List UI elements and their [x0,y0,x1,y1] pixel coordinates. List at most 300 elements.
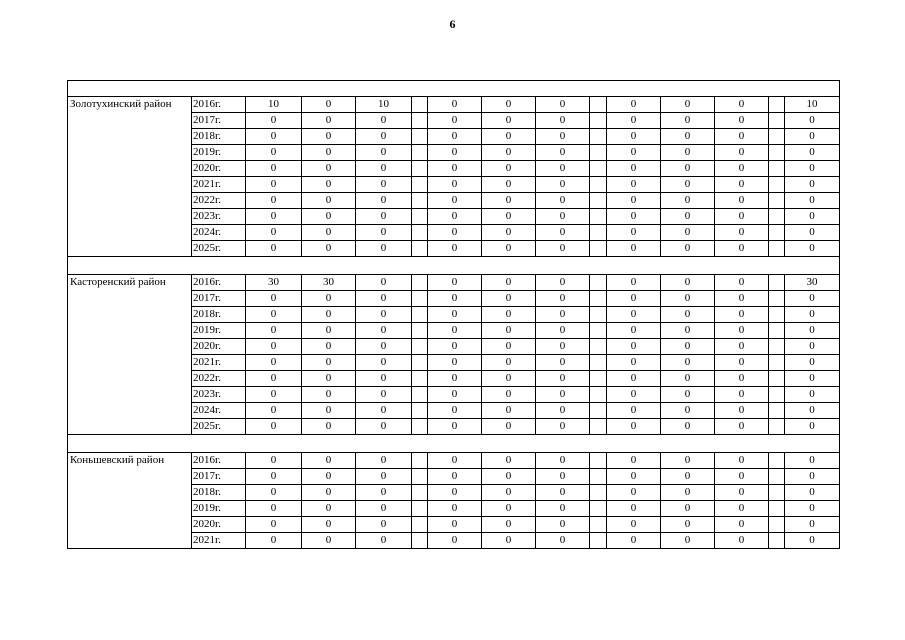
gap-cell [769,177,785,193]
value-cell: 0 [482,209,536,225]
gap-cell [590,533,607,549]
value-cell: 0 [482,113,536,129]
value-cell: 0 [607,355,661,371]
value-cell: 0 [607,307,661,323]
value-cell: 0 [607,533,661,549]
value-cell: 0 [356,453,412,469]
gap-cell [590,161,607,177]
gap-cell [412,161,428,177]
gap-cell [412,209,428,225]
year-cell: 2020г. [192,161,246,177]
value-cell: 0 [482,323,536,339]
value-cell: 0 [356,145,412,161]
value-cell: 0 [428,291,482,307]
value-cell: 0 [715,193,769,209]
gap-cell [590,291,607,307]
value-cell: 0 [785,193,840,209]
gap-cell [412,371,428,387]
gap-cell [412,193,428,209]
value-cell: 0 [536,355,590,371]
value-cell: 0 [302,533,356,549]
gap-cell [590,339,607,355]
section-separator [68,257,840,275]
value-cell: 0 [356,419,412,435]
value-cell: 0 [428,453,482,469]
value-cell: 0 [536,339,590,355]
gap-cell [590,129,607,145]
gap-cell [590,145,607,161]
gap-cell [590,387,607,403]
gap-cell [412,241,428,257]
gap-cell [769,209,785,225]
data-table [67,80,840,549]
value-cell: 0 [302,129,356,145]
value-cell: 0 [607,129,661,145]
value-cell: 0 [715,291,769,307]
value-cell: 0 [482,161,536,177]
value-cell: 0 [482,193,536,209]
value-cell: 0 [428,533,482,549]
value-cell: 0 [302,501,356,517]
value-cell: 0 [482,501,536,517]
value-cell: 0 [715,533,769,549]
gap-cell [590,501,607,517]
value-cell: 0 [607,453,661,469]
value-cell: 0 [302,113,356,129]
year-cell: 2025г. [192,419,246,435]
gap-cell [590,225,607,241]
value-cell: 0 [607,275,661,291]
value-cell: 0 [356,371,412,387]
table-row [68,453,840,469]
year-cell: 2019г. [192,323,246,339]
value-cell: 0 [607,323,661,339]
year-cell: 2021г. [192,355,246,371]
gap-cell [769,323,785,339]
value-cell: 0 [302,339,356,355]
value-cell: 0 [246,469,302,485]
value-cell: 0 [356,177,412,193]
value-cell: 0 [661,145,715,161]
value-cell: 0 [302,323,356,339]
year-cell: 2020г. [192,517,246,533]
value-cell: 0 [356,403,412,419]
value-cell: 0 [661,355,715,371]
gap-cell [590,97,607,113]
value-cell: 0 [302,371,356,387]
value-cell: 0 [785,533,840,549]
value-cell: 0 [482,371,536,387]
year-cell: 2019г. [192,501,246,517]
value-cell: 0 [482,307,536,323]
value-cell: 0 [356,193,412,209]
gap-cell [412,307,428,323]
value-cell: 0 [246,225,302,241]
value-cell: 0 [482,241,536,257]
value-cell: 0 [428,97,482,113]
value-cell: 0 [246,129,302,145]
gap-cell [769,161,785,177]
value-cell: 0 [246,371,302,387]
value-cell: 0 [661,307,715,323]
value-cell: 0 [785,485,840,501]
value-cell: 0 [607,177,661,193]
value-cell: 0 [661,339,715,355]
value-cell: 0 [785,177,840,193]
year-cell: 2018г. [192,485,246,501]
gap-cell [590,371,607,387]
value-cell: 0 [715,339,769,355]
value-cell: 0 [302,161,356,177]
value-cell: 0 [785,241,840,257]
value-cell: 0 [785,291,840,307]
value-cell: 0 [428,113,482,129]
value-cell: 0 [246,177,302,193]
value-cell: 0 [607,113,661,129]
value-cell: 0 [661,419,715,435]
gap-cell [590,113,607,129]
value-cell: 0 [715,517,769,533]
value-cell: 30 [246,275,302,291]
value-cell: 0 [785,469,840,485]
value-cell: 0 [607,209,661,225]
value-cell: 0 [246,339,302,355]
gap-cell [412,145,428,161]
value-cell: 0 [482,387,536,403]
year-cell: 2017г. [192,469,246,485]
value-cell: 10 [356,97,412,113]
value-cell: 0 [302,307,356,323]
value-cell: 0 [428,145,482,161]
value-cell: 0 [246,291,302,307]
value-cell: 0 [356,517,412,533]
gap-cell [590,469,607,485]
value-cell: 0 [715,225,769,241]
value-cell: 0 [661,275,715,291]
value-cell: 0 [661,177,715,193]
gap-cell [412,517,428,533]
gap-cell [412,533,428,549]
value-cell: 0 [246,145,302,161]
value-cell: 0 [302,97,356,113]
value-cell: 0 [302,355,356,371]
gap-cell [412,97,428,113]
value-cell: 0 [785,209,840,225]
value-cell: 0 [607,225,661,241]
gap-cell [590,517,607,533]
gap-cell [412,177,428,193]
gap-cell [412,419,428,435]
value-cell: 0 [428,177,482,193]
value-cell: 0 [356,339,412,355]
value-cell: 0 [607,403,661,419]
value-cell: 0 [536,533,590,549]
value-cell: 0 [246,387,302,403]
value-cell: 0 [661,533,715,549]
gap-cell [412,339,428,355]
gap-cell [769,453,785,469]
value-cell: 0 [715,469,769,485]
value-cell: 0 [715,485,769,501]
value-cell: 0 [482,225,536,241]
value-cell: 0 [536,113,590,129]
value-cell: 0 [607,371,661,387]
value-cell: 0 [715,241,769,257]
value-cell: 0 [428,129,482,145]
value-cell: 0 [356,501,412,517]
value-cell: 30 [785,275,840,291]
gap-cell [590,241,607,257]
value-cell: 0 [246,193,302,209]
value-cell: 0 [661,193,715,209]
value-cell: 0 [428,209,482,225]
value-cell: 0 [661,371,715,387]
value-cell: 0 [302,517,356,533]
value-cell: 0 [661,387,715,403]
value-cell: 0 [607,161,661,177]
year-cell: 2025г. [192,241,246,257]
gap-cell [590,307,607,323]
value-cell: 0 [785,145,840,161]
value-cell: 0 [246,241,302,257]
gap-cell [769,225,785,241]
value-cell: 0 [428,403,482,419]
value-cell: 0 [715,419,769,435]
value-cell: 0 [715,387,769,403]
year-cell: 2016г. [192,97,246,113]
value-cell: 0 [536,371,590,387]
gap-cell [769,145,785,161]
gap-cell [590,193,607,209]
value-cell: 0 [715,371,769,387]
value-cell: 0 [607,387,661,403]
value-cell: 0 [715,145,769,161]
gap-cell [412,387,428,403]
value-cell: 0 [428,339,482,355]
value-cell: 0 [482,485,536,501]
year-cell: 2022г. [192,371,246,387]
value-cell: 0 [302,225,356,241]
value-cell: 0 [536,501,590,517]
value-cell: 0 [785,355,840,371]
value-cell: 0 [246,533,302,549]
value-cell: 0 [482,469,536,485]
region-name: Коньшевский район [68,453,192,549]
value-cell: 0 [785,307,840,323]
value-cell: 0 [785,501,840,517]
value-cell: 0 [715,355,769,371]
gap-cell [412,501,428,517]
gap-cell [769,371,785,387]
section-separator [68,435,840,453]
gap-cell [769,533,785,549]
value-cell: 0 [482,453,536,469]
value-cell: 0 [661,97,715,113]
value-cell: 0 [428,387,482,403]
value-cell: 0 [661,517,715,533]
gap-cell [769,517,785,533]
gap-cell [769,339,785,355]
gap-cell [590,485,607,501]
gap-cell [769,485,785,501]
value-cell: 0 [482,129,536,145]
value-cell: 0 [785,225,840,241]
year-cell: 2021г. [192,177,246,193]
value-cell: 0 [536,97,590,113]
value-cell: 0 [785,403,840,419]
value-cell: 0 [428,161,482,177]
value-cell: 0 [482,275,536,291]
value-cell: 0 [302,403,356,419]
value-cell: 0 [536,145,590,161]
gap-cell [769,291,785,307]
value-cell: 0 [356,129,412,145]
year-cell: 2022г. [192,193,246,209]
value-cell: 0 [356,307,412,323]
value-cell: 0 [302,387,356,403]
value-cell: 0 [302,241,356,257]
year-cell: 2016г. [192,453,246,469]
value-cell: 0 [607,241,661,257]
gap-cell [412,291,428,307]
value-cell: 0 [715,275,769,291]
value-cell: 0 [428,323,482,339]
value-cell: 0 [661,291,715,307]
value-cell: 0 [785,161,840,177]
gap-cell [769,469,785,485]
value-cell: 0 [356,291,412,307]
gap-cell [769,501,785,517]
value-cell: 0 [661,241,715,257]
value-cell: 0 [661,225,715,241]
value-cell: 0 [302,291,356,307]
gap-cell [769,97,785,113]
value-cell: 0 [482,403,536,419]
value-cell: 0 [715,113,769,129]
region-name: Золотухинский район [68,97,192,257]
year-cell: 2023г. [192,209,246,225]
page-number: 6 [449,17,456,31]
value-cell: 0 [661,453,715,469]
value-cell: 0 [715,323,769,339]
value-cell: 0 [715,161,769,177]
value-cell: 0 [607,193,661,209]
value-cell: 0 [246,485,302,501]
value-cell: 0 [536,275,590,291]
value-cell: 0 [607,501,661,517]
separator-cell [68,257,840,275]
value-cell: 0 [428,469,482,485]
gap-cell [412,403,428,419]
value-cell: 0 [302,145,356,161]
value-cell: 0 [536,129,590,145]
value-cell: 0 [607,291,661,307]
gap-cell [769,387,785,403]
table-header-band [68,81,840,97]
value-cell: 0 [246,403,302,419]
value-cell: 0 [302,469,356,485]
value-cell: 0 [785,129,840,145]
gap-cell [769,403,785,419]
value-cell: 0 [536,517,590,533]
value-cell: 0 [715,177,769,193]
gap-cell [412,469,428,485]
gap-cell [769,113,785,129]
value-cell: 0 [715,307,769,323]
gap-cell [590,275,607,291]
value-cell: 0 [356,533,412,549]
value-cell: 0 [661,323,715,339]
year-cell: 2021г. [192,533,246,549]
gap-cell [412,113,428,129]
header-band-cell [68,81,840,97]
value-cell: 0 [661,403,715,419]
value-cell: 0 [428,371,482,387]
value-cell: 0 [482,291,536,307]
value-cell: 0 [428,225,482,241]
value-cell: 0 [428,193,482,209]
value-cell: 0 [661,209,715,225]
value-cell: 0 [661,161,715,177]
value-cell: 0 [661,501,715,517]
value-cell: 0 [536,387,590,403]
value-cell: 0 [607,97,661,113]
gap-cell [590,419,607,435]
year-cell: 2024г. [192,225,246,241]
year-cell: 2018г. [192,129,246,145]
value-cell: 0 [785,113,840,129]
value-cell: 0 [482,145,536,161]
gap-cell [590,403,607,419]
value-cell: 0 [536,193,590,209]
gap-cell [590,355,607,371]
value-cell: 0 [356,241,412,257]
value-cell: 0 [661,485,715,501]
value-cell: 0 [246,307,302,323]
value-cell: 0 [302,177,356,193]
value-cell: 0 [302,485,356,501]
value-cell: 0 [482,533,536,549]
value-cell: 0 [246,501,302,517]
value-cell: 0 [356,113,412,129]
value-cell: 0 [536,453,590,469]
value-cell: 0 [302,453,356,469]
value-cell: 0 [607,469,661,485]
table-row [68,97,840,113]
value-cell: 0 [536,241,590,257]
value-cell: 0 [536,177,590,193]
value-cell: 0 [536,469,590,485]
year-cell: 2019г. [192,145,246,161]
value-cell: 0 [482,97,536,113]
value-cell: 0 [428,485,482,501]
separator-cell [68,435,840,453]
gap-cell [769,307,785,323]
year-cell: 2023г. [192,387,246,403]
value-cell: 0 [715,453,769,469]
value-cell: 0 [536,419,590,435]
value-cell: 0 [607,145,661,161]
value-cell: 0 [536,161,590,177]
value-cell: 0 [356,485,412,501]
value-cell: 0 [246,113,302,129]
value-cell: 0 [356,469,412,485]
value-cell: 0 [356,275,412,291]
value-cell: 0 [661,113,715,129]
gap-cell [769,193,785,209]
value-cell: 0 [536,307,590,323]
value-cell: 0 [246,419,302,435]
